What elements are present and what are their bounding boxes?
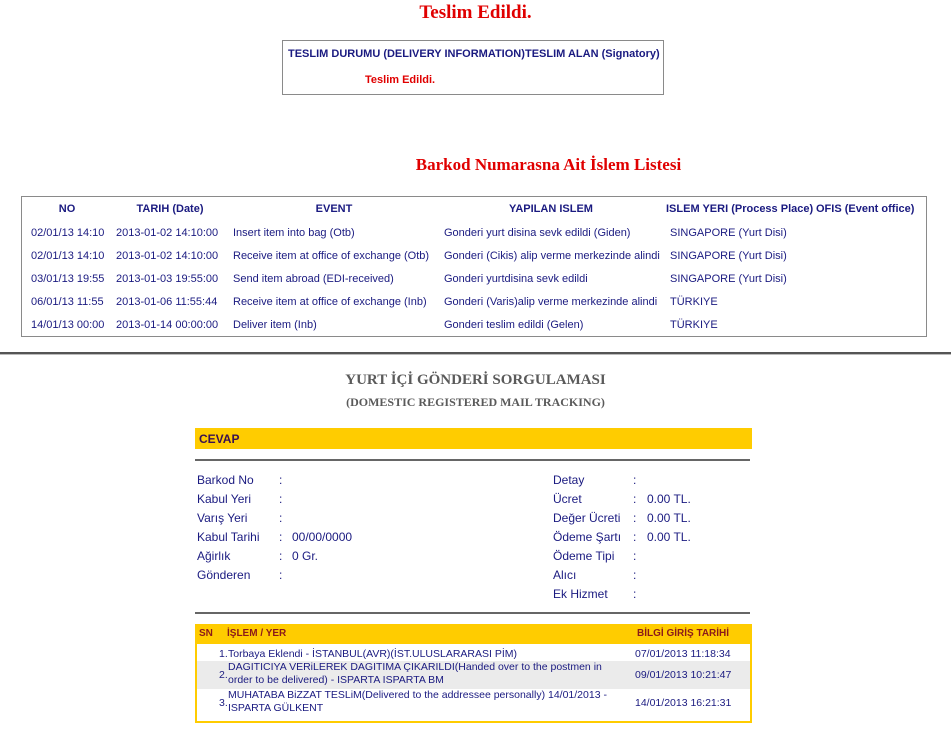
cell-place: SINGAPORE (Yurt Disi) [670, 249, 787, 262]
delivery-status-title: Teslim Edildi. [419, 2, 532, 23]
domestic-tracking-subtitle: (DOMESTIC REGISTERED MAIL TRACKING) [346, 395, 605, 409]
field-value: 0.00 TL. [647, 530, 691, 544]
cell-place: TÜRKIYE [670, 318, 718, 331]
field-value: 0.00 TL. [647, 492, 691, 506]
field-separator: : [279, 473, 283, 487]
history-row-date: 07/01/2013 11:18:34 [635, 648, 731, 660]
cell-date: 2013-01-02 14:10:00 [116, 249, 219, 262]
cell-event: Deliver item (Inb) [233, 318, 317, 331]
field-label: Kabul Tarihi [197, 530, 260, 544]
column-header-no: NO [58, 203, 76, 215]
cell-event: Receive item at office of exchange (Otb) [233, 249, 430, 262]
history-header-process: İŞLEM / YER [227, 628, 287, 639]
delivery-status-value: Teslim Edildi. [365, 74, 436, 86]
field-value: 0.00 TL. [647, 511, 691, 525]
cell-process: Gonderi yurtdisina sevk edildi [444, 272, 588, 285]
field-label: Ücret [553, 492, 582, 506]
field-value: 00/00/0000 [292, 530, 353, 544]
answer-divider-bottom [195, 612, 750, 614]
cell-process: Gonderi teslim edildi (Gelen) [444, 318, 584, 331]
event-table-box [21, 196, 927, 337]
column-header-date: TARIH (Date) [136, 203, 204, 215]
cell-event: Send item abroad (EDI-received) [233, 272, 394, 285]
history-row [197, 661, 750, 689]
cell-event: Insert item into bag (Otb) [233, 226, 355, 239]
field-label: Ödeme Şartı [553, 530, 622, 544]
field-separator: : [633, 473, 637, 487]
field-label: Barkod No [197, 473, 254, 487]
history-row-text: Torbaya Eklendi - İSTANBUL(AVR)(İST.ULUSLARARASI PİM) [228, 648, 518, 660]
field-value: 0 Gr. [292, 549, 319, 563]
event-table-header [22, 197, 926, 221]
domestic-tracking-title: YURT İÇİ GÖNDERİ SORGULAMASI [345, 372, 606, 388]
cell-office [816, 221, 926, 244]
history-row-number: 2. [219, 669, 228, 681]
cell-office [816, 313, 926, 336]
event-table [22, 197, 926, 336]
column-header-process: YAPILAN ISLEM [509, 203, 593, 215]
field-separator: : [633, 587, 637, 601]
history-header-sn: SN [199, 628, 213, 639]
cell-no: 02/01/13 14:10 [31, 226, 105, 239]
section-divider-shadow [0, 354, 951, 355]
answer-label: CEVAP [199, 432, 240, 446]
field-separator: : [633, 568, 637, 582]
history-row-number: 1. [219, 648, 228, 660]
cell-date: 2013-01-14 00:00:00 [116, 318, 219, 331]
history-row [197, 689, 750, 717]
field-separator: : [633, 511, 637, 525]
field-separator: : [633, 530, 637, 544]
cell-date: 2013-01-03 19:55:00 [116, 272, 219, 285]
cell-place: SINGAPORE (Yurt Disi) [670, 226, 787, 239]
field-separator: : [279, 511, 283, 525]
history-row-text: MUHATABA BiZZAT TESLiM(Delivered to the addressee personally) 14/01/2013 - ISPARTA GÜLKENT [228, 689, 607, 714]
cell-no: 06/01/13 11:55 [31, 295, 104, 308]
event-list-title: Barkod Numarasna Ait İslem Listesi [415, 155, 682, 174]
cell-process: Gonderi (Cikis) alip verme merkezinde alindi [444, 249, 660, 262]
event-row [22, 313, 926, 336]
cell-date: 2013-01-06 11:55:44 [116, 295, 218, 308]
history-row-number: 3. [219, 697, 228, 709]
field-label: Ağirlık [197, 549, 231, 563]
field-separator: : [279, 549, 283, 563]
field-separator: : [633, 549, 637, 563]
cell-process: Gonderi (Varis)alip verme merkezinde alindi [444, 295, 658, 308]
history-row-date: 09/01/2013 10:21:47 [635, 669, 732, 681]
signatory-header: TESLIM ALAN (Signatory) [525, 48, 660, 60]
field-label: Gönderen [197, 568, 251, 582]
field-label: Değer Ücreti [553, 511, 621, 525]
history-row-text: DAGITICIYA VERiLEREK DAGITIMA ÇIKARILDI(Handed over to the postmen in order to be delivered) - ISPARTA ISPARTA BM [228, 661, 602, 686]
delivery-status-header: TESLIM DURUMU (DELIVERY INFORMATION) [288, 48, 525, 60]
cell-office [816, 290, 926, 313]
cell-process: Gonderi yurt disina sevk edildi (Giden) [444, 226, 631, 239]
event-row [22, 244, 926, 267]
cell-office [816, 244, 926, 267]
cell-place: TÜRKIYE [670, 295, 718, 308]
event-row [22, 290, 926, 313]
cell-date: 2013-01-02 14:10:00 [116, 226, 219, 239]
answer-divider-top [195, 459, 750, 461]
cell-no: 02/01/13 14:10 [31, 249, 105, 262]
column-header-event: EVENT [315, 203, 353, 215]
field-separator: : [279, 530, 283, 544]
history-table-body [195, 644, 752, 723]
cell-no: 03/01/13 19:55 [31, 272, 105, 285]
delivery-info-box [282, 40, 664, 95]
column-header-place: ISLEM YERI (Process Place) [666, 203, 814, 215]
field-separator: : [633, 492, 637, 506]
cell-no: 14/01/13 00:00 [31, 318, 105, 331]
field-separator: : [279, 492, 283, 506]
event-row [22, 267, 926, 290]
cell-place: SINGAPORE (Yurt Disi) [670, 272, 787, 285]
cell-office [816, 267, 926, 290]
column-header-office: OFIS (Event office) [816, 203, 915, 215]
history-row [197, 648, 750, 661]
history-table-header [195, 624, 752, 644]
history-header-date: BİLGİ GİRİŞ TARİHİ [637, 628, 730, 639]
field-separator: : [279, 568, 283, 582]
history-row-date: 14/01/2013 16:21:31 [635, 697, 732, 709]
field-label: Ek Hizmet [553, 587, 608, 601]
field-label: Detay [553, 473, 585, 487]
field-label: Ödeme Tipi [553, 549, 615, 563]
event-row [22, 221, 926, 244]
field-label: Kabul Yeri [197, 492, 252, 506]
cell-event: Receive item at office of exchange (Inb) [233, 295, 427, 308]
field-label: Varış Yeri [197, 511, 248, 525]
field-label: Alıcı [553, 568, 577, 582]
answer-header-bar [195, 428, 752, 449]
